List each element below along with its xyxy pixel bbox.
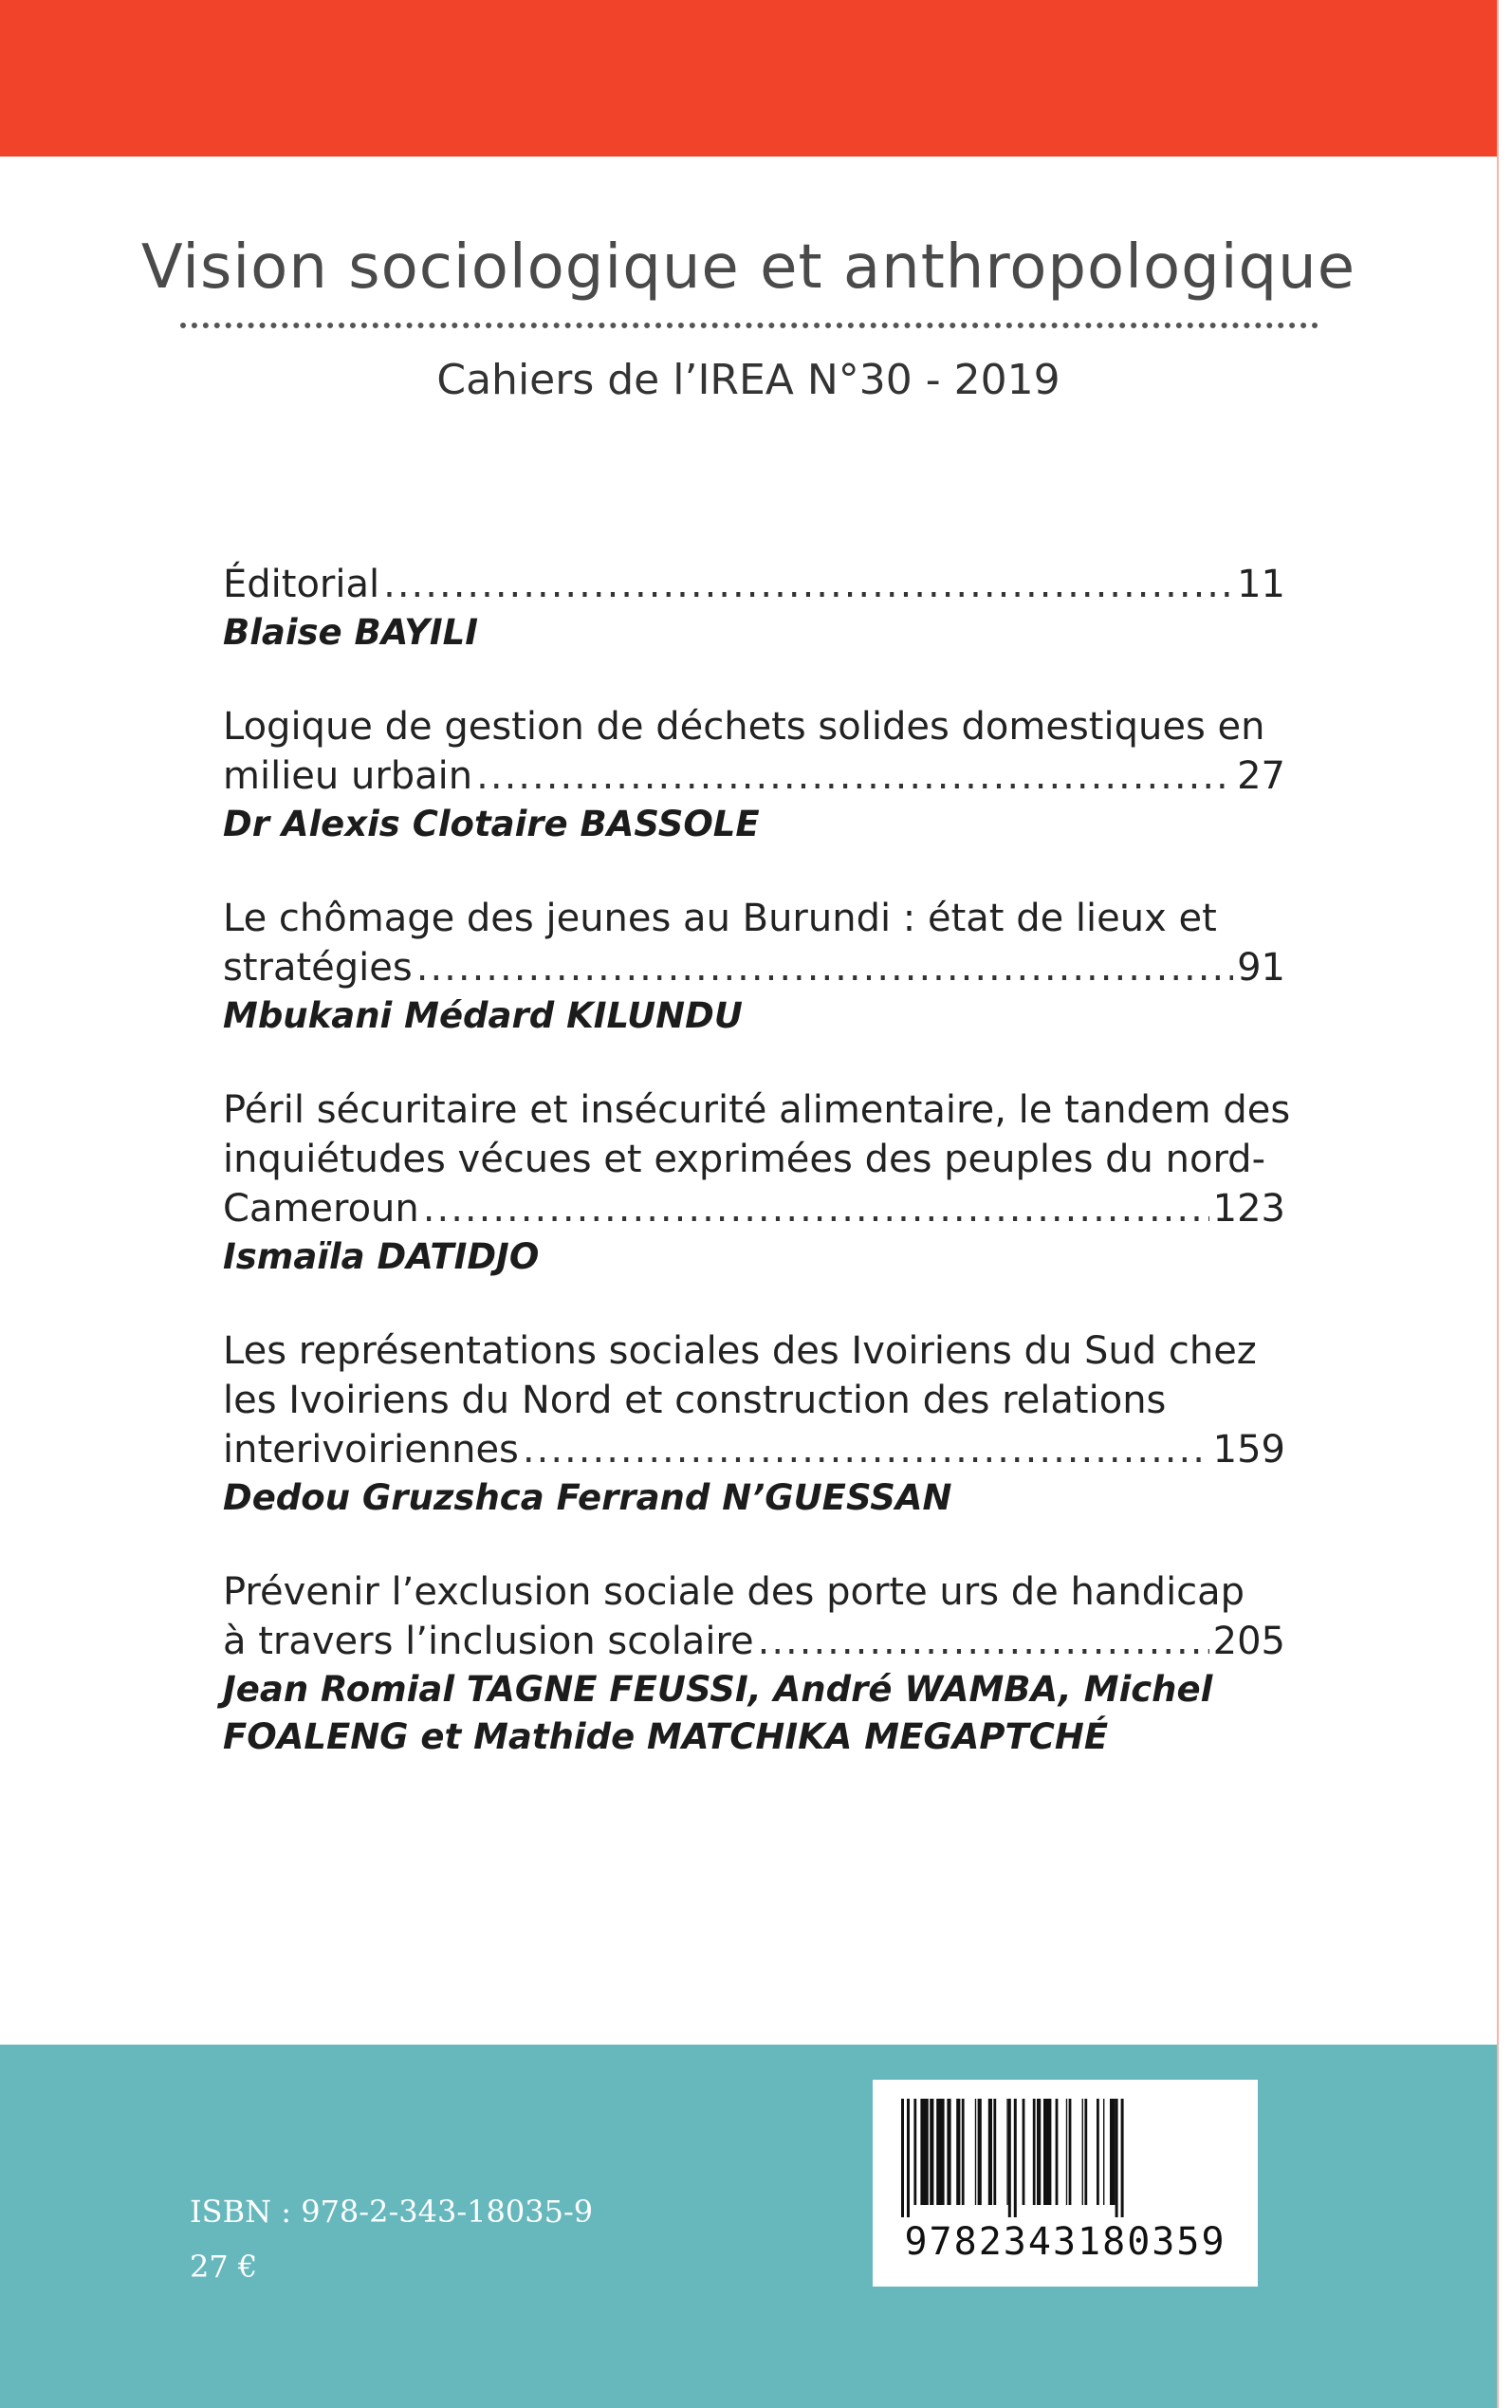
toc-entry xyxy=(223,1326,1285,1522)
toc-title-line: à travers l’inclusion scolaire xyxy=(223,1620,754,1663)
author-line: Jean Romial TAGNE FEUSSI, André WAMBA, Michel xyxy=(223,1669,1213,1710)
barcode-bar xyxy=(1084,2099,1087,2205)
toc-entry xyxy=(223,1085,1291,1281)
toc-entry-title xyxy=(223,1085,1291,1233)
barcode-bar xyxy=(930,2099,933,2205)
toc-lead-line xyxy=(223,560,1285,609)
barcode-bar xyxy=(1037,2099,1041,2205)
author-line: Dedou Gruzshca Ferrand N’GUESSAN xyxy=(223,1477,952,1518)
toc-entry-title xyxy=(223,1567,1285,1666)
barcode-bar xyxy=(1006,2099,1007,2205)
dot-leader xyxy=(423,1184,1209,1233)
toc-entry-title xyxy=(223,894,1285,992)
toc-title-line: Logique de gestion de déchets solides domestiques en xyxy=(223,705,1265,749)
author-line: Blaise BAYILI xyxy=(223,612,479,653)
top-color-band xyxy=(0,0,1497,157)
toc-lead-line xyxy=(223,943,1285,992)
barcode-bar xyxy=(1066,2099,1067,2205)
toc-entry-authors xyxy=(223,609,1285,657)
toc-entry-title xyxy=(223,560,1285,609)
table-of-contents xyxy=(223,560,1291,1806)
toc-title-line: Péril sécuritaire et insécurité alimentaire, le tandem des xyxy=(223,1088,1291,1132)
page-number: 11 xyxy=(1237,563,1285,606)
barcode-bar xyxy=(907,2099,910,2217)
barcode-bar xyxy=(1014,2099,1017,2217)
page-number: 27 xyxy=(1237,754,1285,798)
page-number: 123 xyxy=(1212,1187,1285,1231)
page-number: 205 xyxy=(1212,1620,1285,1663)
barcode-bar xyxy=(920,2099,928,2205)
toc-entry xyxy=(223,894,1285,1040)
isbn-text: ISBN : 978-2-343-18035-9 xyxy=(190,2194,594,2230)
toc-entry-authors xyxy=(223,801,1285,848)
toc-title-line: milieu urbain xyxy=(223,754,473,798)
dotted-divider xyxy=(180,323,1318,328)
author-line: Dr Alexis Clotaire BASSOLE xyxy=(223,804,760,844)
toc-title-line: interivoiriennes xyxy=(223,1428,519,1472)
toc-title-line: Prévenir l’exclusion sociale des porte urs de handicap xyxy=(223,1570,1245,1614)
cover-edge xyxy=(1497,0,1512,2408)
barcode-bar xyxy=(947,2099,950,2205)
page-number: 91 xyxy=(1237,946,1285,990)
toc-title-line: inquiétudes vécues et exprimées des peuples du nord- xyxy=(223,1138,1266,1181)
toc-title-line: Le chômage des jeunes au Burundi : état de lieux et xyxy=(223,897,1217,940)
barcode-bar xyxy=(1103,2099,1104,2205)
page-number: 159 xyxy=(1212,1428,1285,1472)
toc-entry-authors xyxy=(223,1474,1285,1522)
barcode-bar xyxy=(1121,2099,1124,2217)
barcode-bar xyxy=(1069,2099,1072,2205)
toc-entry xyxy=(223,1567,1285,1761)
barcode-bar xyxy=(1110,2099,1116,2205)
barcode-bar xyxy=(993,2099,996,2205)
toc-entry xyxy=(223,560,1285,657)
barcode xyxy=(873,2080,1258,2287)
barcode-digits: 9782343180359 xyxy=(904,2220,1226,2264)
dot-leader xyxy=(416,943,1233,992)
dot-leader xyxy=(383,560,1233,609)
author-line: FOALENG et Mathide MATCHIKA MEGAPTCHÉ xyxy=(223,1716,1109,1757)
barcode-bar xyxy=(988,2099,992,2205)
toc-entry-authors xyxy=(223,1666,1285,1761)
price-text: 27 € xyxy=(190,2249,258,2285)
toc-title-line: stratégies xyxy=(223,946,413,990)
toc-lead-line xyxy=(223,751,1285,801)
barcode-bar xyxy=(1056,2099,1059,2205)
dot-leader xyxy=(758,1617,1209,1666)
issue-line: Cahiers de l’IREA N°30 - 2019 xyxy=(436,356,1060,404)
toc-title-line: les Ivoiriens du Nord et construction des relations xyxy=(223,1379,1167,1422)
toc-entry-authors xyxy=(223,992,1285,1040)
toc-lead-line xyxy=(223,1184,1285,1233)
barcode-bar xyxy=(1033,2099,1036,2205)
barcode-bar xyxy=(901,2099,904,2217)
toc-lead-line xyxy=(223,1425,1285,1474)
barcode-bar xyxy=(1097,2099,1099,2205)
dot-leader xyxy=(476,751,1233,801)
barcode-bar xyxy=(1082,2099,1083,2205)
toc-title-line: Éditorial xyxy=(223,563,380,606)
toc-entry-title xyxy=(223,1326,1285,1474)
toc-title-line: Cameroun xyxy=(223,1187,419,1231)
dot-leader xyxy=(523,1425,1209,1474)
barcode-bar xyxy=(975,2099,976,2205)
barcode-bar xyxy=(1008,2099,1011,2217)
barcode-bar xyxy=(913,2099,916,2205)
author-line: Mbukani Médard KILUNDU xyxy=(223,995,743,1036)
toc-entry-authors xyxy=(223,1233,1285,1281)
barcode-bar xyxy=(962,2099,965,2205)
barcode-bars xyxy=(899,2099,1231,2217)
barcode-bar xyxy=(936,2099,944,2205)
toc-title-line: Les représentations sociales des Ivoiriens du Sud chez xyxy=(223,1329,1257,1373)
barcode-bar xyxy=(1043,2099,1051,2205)
barcode-bar xyxy=(956,2099,960,2205)
toc-entry xyxy=(223,702,1285,848)
series-title: Vision sociologique et anthropologique xyxy=(140,232,1356,303)
barcode-bar xyxy=(1023,2099,1025,2205)
toc-lead-line xyxy=(223,1617,1285,1666)
author-line: Ismaïla DATIDJO xyxy=(223,1236,540,1277)
barcode-bar xyxy=(1116,2099,1118,2217)
barcode-bar xyxy=(978,2099,982,2205)
toc-entry-title xyxy=(223,702,1285,801)
